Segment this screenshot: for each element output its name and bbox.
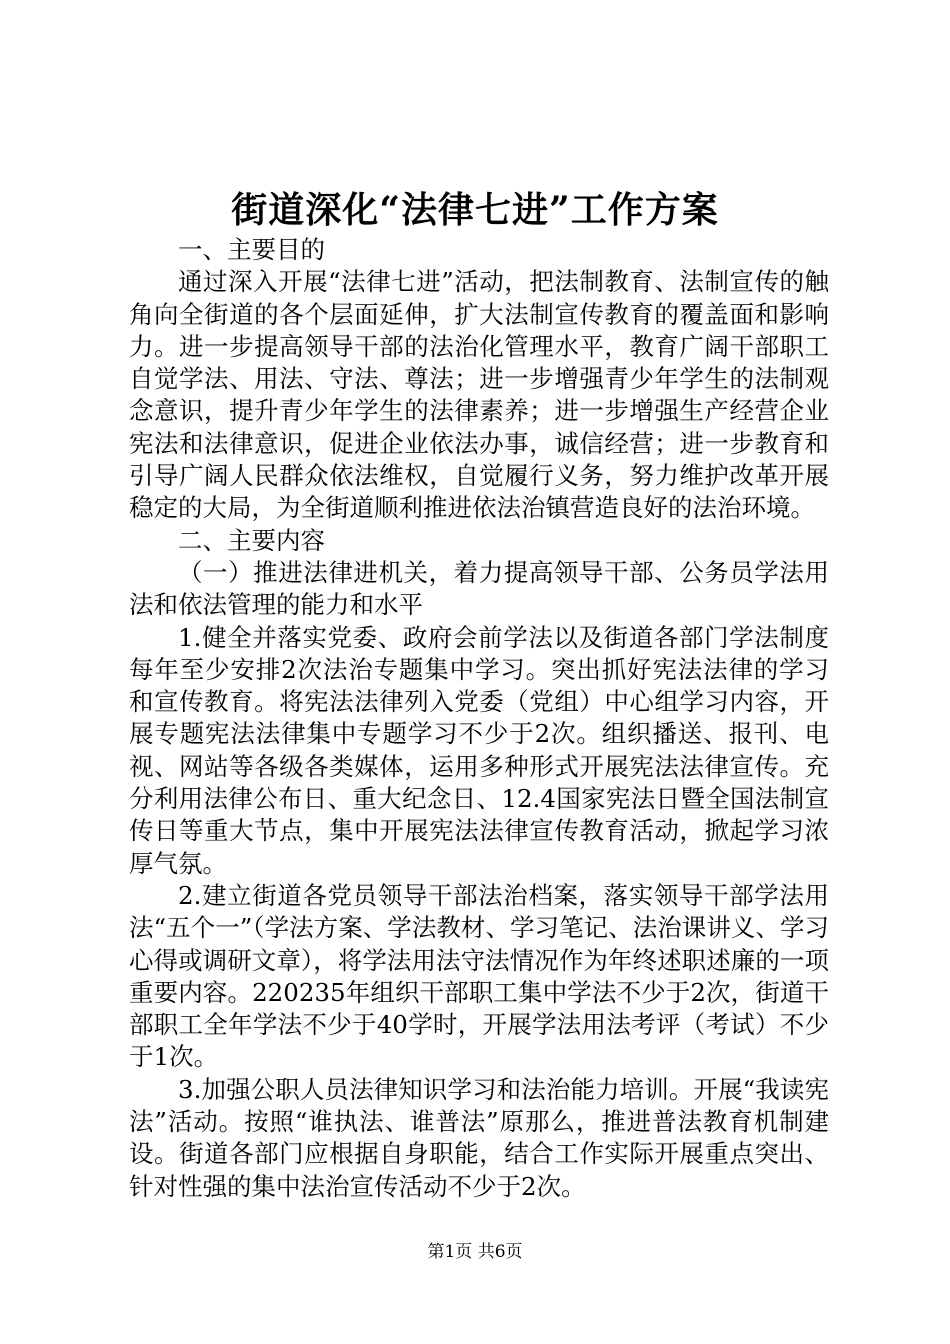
document-body [129,234,829,1203]
subsection-heading-organs: （一）推进法律进机关，着力提高领导干部、公务员学法用法和依法管理的能力和水平 [129,557,829,620]
paragraph-item-2: 2.建立街道各党员领导干部法治档案，落实领导干部学法用法“五个一”（学法方案、学法教材、学习笔记、法治课讲义、学习心得或调研文章），将学法用法守法情况作为年终述职述廉的一项重要内容。220235年组织干部职工集中学法不少于2次，街道干部职工全年学法不少于40学时，开展学法用法考评（考试）不少于1次。 [129,880,829,1072]
section-heading-content: 二、主要内容 [178,525,325,555]
paragraph-purpose: 通过深入开展“法律七进”活动，把法制教育、法制宣传的触角向全街道的各个层面延伸，扩大法制宣传教育的覆盖面和影响力。进一步提高领导干部的法治化管理水平，教育广阔干部职工自觉学法、用法、守法、尊法；进一步增强青少年学生的法制观念意识，提升青少年学生的法律素养；进一步增强生产经营企业宪法和法律意识，促进企业依法办事，诚信经营；进一步教育和引导广阔人民群众依法维权，自觉履行义务，努力维护改革开展稳定的大局，为全街道顺利推进依法治镇营造良好的法治环境。 [129,267,829,523]
paragraph-item-3: 3.加强公职人员法律知识学习和法治能力培训。开展“我读宪法”活动。按照“谁执法、谁普法”原那么，推进普法教育机制建设。街道各部门应根据自身职能，结合工作实际开展重点突出、针对性强的集中法治宣传活动不少于2次。 [129,1074,829,1201]
paragraph-item-1: 1.健全并落实党委、政府会前学法以及街道各部门学法制度每年至少安排2次法治专题集中学习。突出抓好宪法法律的学习和宣传教育。将宪法法律列入党委（党组）中心组学习内容，开展专题宪法法律集中专题学习不少于2次。组织播送、报刊、电视、网站等各级各类媒体，运用多种形式开展宪法法律宣传。充分利用法律公布日、重大纪念日、12.4国家宪法日暨全国法制宣传日等重大节点，集中开展宪法法律宣传教育活动，掀起学习浓厚气氛。 [129,622,829,878]
document-title: 街道深化“法律七进”工作方案 [231,189,719,231]
section-heading-purpose: 一、主要目的 [178,235,325,264]
page-number-footer: 第1页 共6页 [427,1242,523,1262]
